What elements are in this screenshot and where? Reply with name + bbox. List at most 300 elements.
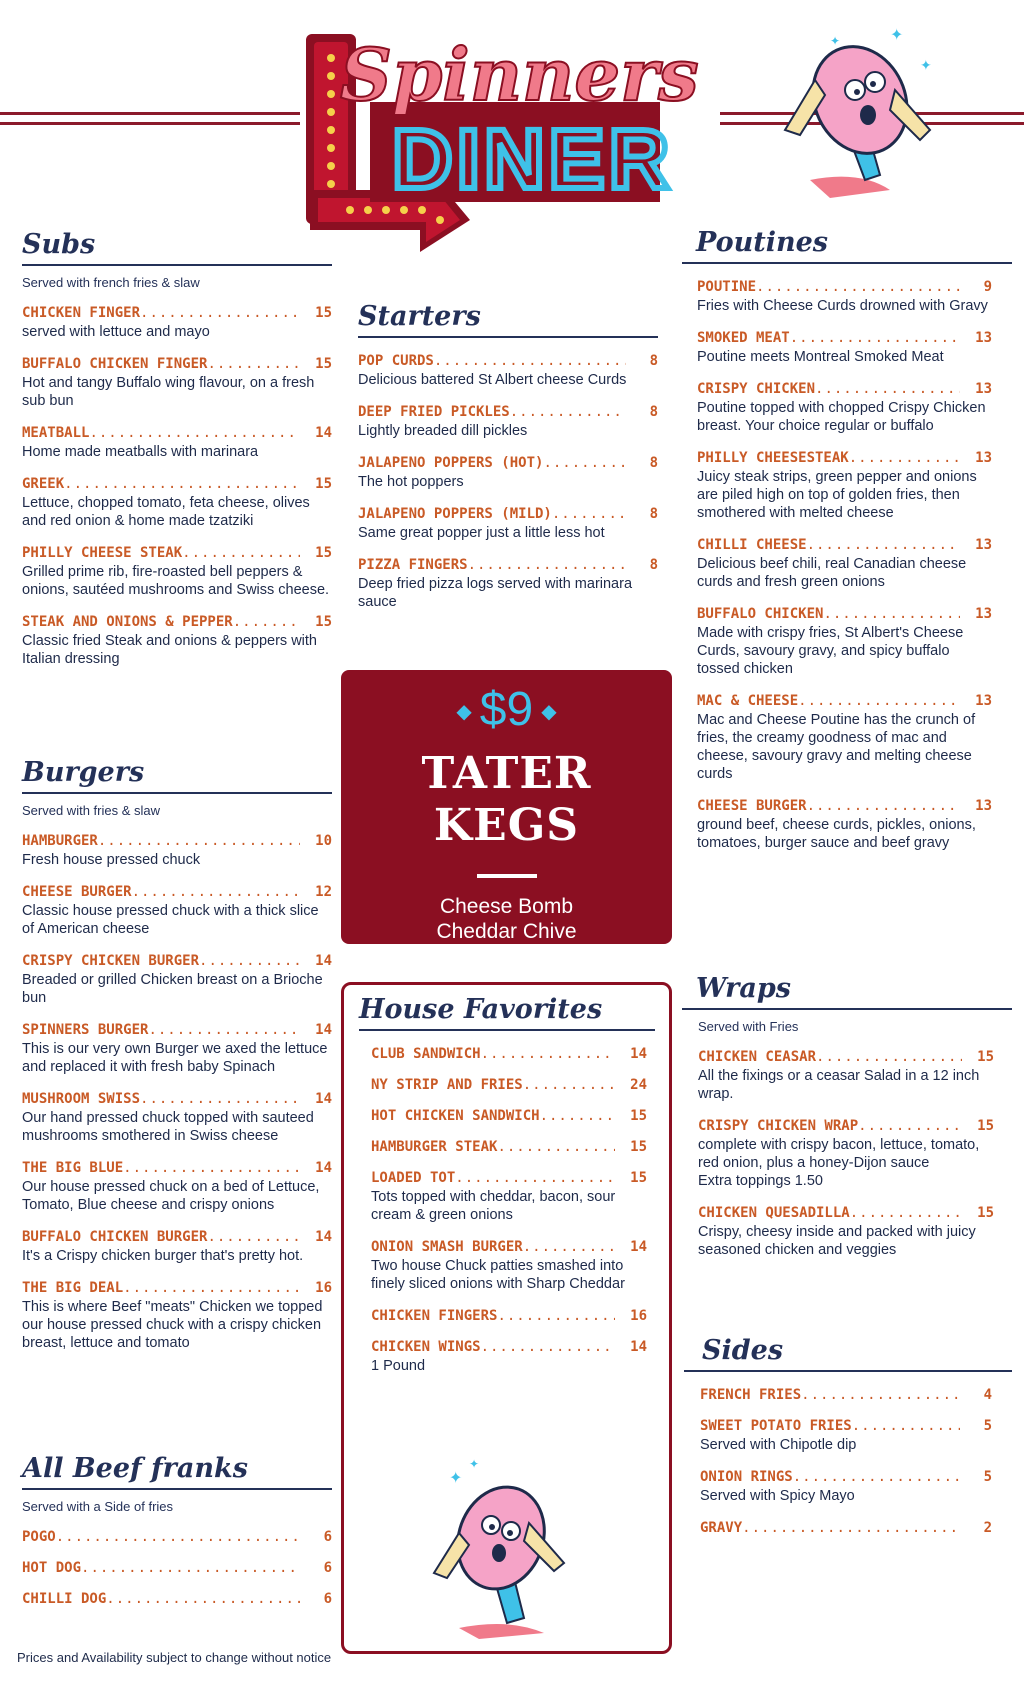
menu-item-price: 8 [649,557,658,573]
logo-line1: Spinners [340,32,699,117]
tater-kegs-box [341,670,672,994]
menu-item-header [697,537,992,553]
menu-item-description: This is our very own Burger we axed the lettuce and replaced it with fresh baby Spinach [22,1041,328,1075]
menu-item-price: 13 [975,798,992,814]
menu-item-header [697,330,992,346]
menu-item-description: Grilled prime rib, fire-roasted bell peppers & onions, sautéed mushrooms and Swiss cheese. [22,564,330,598]
menu-item-description: Lightly breaded dill pickles [358,423,528,439]
menu-item-name: LOADED TOT [371,1170,456,1186]
leader-dots [540,1108,615,1124]
menu-item [697,693,992,783]
menu-item [22,1229,332,1265]
menu-item [371,1139,647,1155]
menu-item-name: PHILLY CHEESESTEAK [697,450,849,466]
menu-item-description: Lettuce, chopped tomato, feta cheese, olives and red onion & home made tzatziki [22,495,310,529]
menu-item-name: CRISPY CHICKEN WRAP [698,1118,859,1134]
menu-item [358,557,658,611]
menu-item [22,305,332,341]
menu-item-description: Classic fried Steak and onions & peppers with Italian dressing [22,633,317,667]
menu-item-header [371,1077,647,1093]
menu-item-price: 14 [630,1046,647,1062]
section-note: Served with a Side of fries [22,1499,174,1514]
menu-item-header [697,279,992,295]
menu-item-description: Breaded or grilled Chicken breast on a Brioche bun [22,972,323,1006]
leader-dots [81,1560,300,1576]
menu-item-name: CRISPY CHICKEN BURGER [22,953,200,969]
menu-item-price: 14 [630,1339,647,1355]
menu-item-description: Made with crispy fries, St Albert's Cheese Curds, savoury gravy, and spicy buffalo tossed chicken [697,625,964,677]
menu-item-price: 15 [315,545,332,561]
menu-item-price: 15 [630,1139,647,1155]
menu-list [22,305,332,668]
menu-item-price: 10 [315,833,332,849]
menu-item-price: 15 [630,1108,647,1124]
menu-item-description: Delicious battered St Albert cheese Curds [358,372,627,388]
section-title: Sides [702,1335,784,1366]
menu-item-description: It's a Crispy chicken burger that's pretty hot. [22,1248,304,1264]
menu-item-price: 6 [323,1529,332,1545]
section-note: Served with Fries [698,1019,799,1034]
menu-item [698,1118,994,1190]
menu-item-price: 16 [315,1280,332,1296]
menu-item-description: Served with Chipotle dip [700,1437,857,1453]
menu-item [697,279,992,315]
menu-item-header [697,798,992,814]
leader-dots [523,1077,615,1093]
menu-item-header [700,1469,992,1485]
menu-item [698,1049,994,1103]
section-rule [682,262,1012,264]
menu-item-header [22,305,332,321]
menu-item [371,1046,647,1062]
menu-item-description: Hot and tangy Buffalo wing flavour, on a fresh sub bun [22,375,315,409]
tater-flavor: Cheese Bomb [439,895,574,919]
menu-item [700,1520,992,1536]
menu-item-price: 24 [630,1077,647,1093]
menu-item-description: Our hand pressed chuck topped with sauteed mushrooms smothered in Swiss cheese [22,1110,314,1144]
menu-item-name: MUSHROOM SWISS [22,1091,141,1107]
subs-section [22,228,332,668]
menu-item-header [371,1046,647,1062]
leader-dots [233,614,300,630]
menu-item [358,353,658,389]
menu-item-name: CHICKEN CEASAR [698,1049,817,1065]
menu-item-name: CHILLI DOG [22,1591,107,1607]
menu-item-name: ONION RINGS [700,1469,793,1485]
menu-item [371,1239,647,1293]
menu-item-description: Poutine meets Montreal Smoked Meat [697,349,944,365]
spinners-diner-logo [300,20,720,255]
menu-item [22,1160,332,1214]
menu-item-description: Poutine topped with chopped Crispy Chicken breast. Your choice regular or buffalo [697,400,986,434]
menu-item-header [371,1139,647,1155]
menu-item [371,1339,647,1375]
menu-item-price: 14 [315,953,332,969]
leader-dots [816,1049,962,1065]
menu-item-price: 4 [983,1387,992,1403]
section-rule [22,792,332,794]
menu-item-header [22,1529,332,1545]
leader-dots [148,1022,300,1038]
menu-item-header [358,353,658,369]
menu-item-header [22,1091,332,1107]
menu-item [22,833,332,869]
menu-item-header [22,953,332,969]
menu-item-header [22,1160,332,1176]
menu-item-description: Deep fried pizza logs served with marinara sauce [358,576,633,610]
tater-price: ◆ $9 ◆ [456,683,557,736]
menu-item-price: 15 [315,476,332,492]
leader-dots [455,1170,615,1186]
menu-list [697,279,992,852]
menu-item-name: CHICKEN FINGERS [371,1308,498,1324]
menu-item-price: 15 [315,305,332,321]
menu-item-name: BUFFALO CHICKEN [697,606,824,622]
leader-dots [481,1046,615,1062]
menu-item-header [22,833,332,849]
menu-item-name: HOT CHICKEN SANDWICH [371,1108,540,1124]
menu-item-description: The hot poppers [358,474,464,490]
menu-item-description: This is where Beef "meats" Chicken we topped our house pressed chuck with a crispy chicken breast, lettuce and tomato [22,1299,323,1351]
menu-item-description: 1 Pound [371,1358,426,1374]
menu-item-header [358,506,658,522]
menu-item-price: 15 [977,1205,994,1221]
menu-item-description: All the fixings or a ceasar Salad in a 12 inch wrap. [698,1068,980,1102]
menu-item-price: 15 [315,356,332,372]
menu-item-price: 13 [975,693,992,709]
section-rule [359,1029,655,1031]
menu-item-description: Fries with Cheese Curds drowned with Gravy [697,298,988,314]
wraps-section [682,972,1012,1259]
svg-text:✦: ✦ [920,57,932,73]
leader-dots [756,279,960,295]
menu-item-price: 13 [975,381,992,397]
menu-item [700,1469,992,1505]
menu-item [22,953,332,1007]
menu-item-name: CHEESE BURGER [22,884,132,900]
menu-item-name: HAMBURGER STEAK [371,1139,498,1155]
menu-item-header [22,614,332,630]
menu-item-name: MEATBALL [22,425,90,441]
leader-dots [798,693,960,709]
menu-item [22,1022,332,1076]
leader-dots [56,1529,300,1545]
menu-item-header [371,1339,647,1355]
leader-dots [815,381,960,397]
menu-item-description: Same great popper just a little less hot [358,525,605,541]
menu-item-price: 13 [975,606,992,622]
menu-item-price: 14 [315,425,332,441]
menu-item [697,330,992,366]
menu-item-name: SPINNERS BURGER [22,1022,149,1038]
menu-item-name: CHICKEN WINGS [371,1339,481,1355]
menu-item-price: 16 [630,1308,647,1324]
leader-dots [852,1418,960,1434]
section-title: Subs [22,229,96,260]
menu-item [371,1308,647,1324]
menu-list [358,353,658,611]
menu-item-header [697,606,992,622]
menu-item-header [371,1108,647,1124]
menu-list [22,1529,332,1607]
section-title: House Favorites [359,994,603,1025]
menu-item-header [697,450,992,466]
menu-item-description: complete with crispy bacon, lettuce, tomato, red onion, plus a honey-Dijon sauce Extra toppings 1.50 [698,1137,980,1189]
tater-divider [477,874,537,878]
menu-item-header [697,381,992,397]
menu-list [698,1049,994,1259]
menu-item-header [698,1205,994,1221]
leader-dots [793,1469,960,1485]
tater-title: TATER KEGS [421,748,592,852]
menu-item-description: Our house pressed chuck on a bed of Lettuce, Tomato, Blue cheese and crispy onions [22,1179,320,1213]
menu-item-name: GRAVY [700,1520,743,1536]
menu-item-price: 6 [323,1560,332,1576]
menu-list [700,1387,992,1536]
menu-item [697,798,992,852]
leader-dots [850,1205,962,1221]
menu-item-name: BUFFALO CHICKEN BURGER [22,1229,208,1245]
menu-item-price: 6 [323,1591,332,1607]
diner-mascot-illustration [429,1453,579,1643]
menu-item-description: Tots topped with cheddar, bacon, sour cream & green onions [371,1189,616,1223]
menu-item-name: HAMBURGER [22,833,98,849]
menu-item-header [700,1520,992,1536]
menu-item-description: Delicious beef chili, real Canadian cheese curds and fresh green onions [697,556,967,590]
menu-item-price: 5 [983,1469,992,1485]
menu-item-price: 14 [315,1229,332,1245]
menu-item-header [22,884,332,900]
leader-dots [801,1387,960,1403]
menu-item-header [697,693,992,709]
leader-dots [199,953,300,969]
menu-item [22,1560,332,1576]
menu-item [358,455,658,491]
menu-item-price: 5 [983,1418,992,1434]
menu-item-name: POUTINE [697,279,757,295]
menu-item-name: NY STRIP AND FRIES [371,1077,523,1093]
menu-item [22,425,332,461]
menu-item-header [698,1118,994,1134]
menu-item-header [22,1229,332,1245]
menu-item [358,404,658,440]
franks-section [22,1452,332,1607]
menu-item [22,545,332,599]
svg-text:✦: ✦ [449,1470,463,1487]
menu-item-header [22,1560,332,1576]
leader-dots [497,1308,615,1324]
menu-item-price: 14 [315,1160,332,1176]
logo-line2: DINER [392,112,674,206]
menu-item [22,1591,332,1607]
leader-dots [98,833,300,849]
menu-item-price: 14 [315,1022,332,1038]
menu-item [700,1418,992,1454]
menu-item-header [371,1239,647,1255]
menu-item-price: 8 [649,506,658,522]
leader-dots [123,1160,300,1176]
menu-item-name: PHILLY CHEESE STEAK [22,545,183,561]
menu-item-price: 13 [975,330,992,346]
menu-item-description: Two house Chuck patties smashed into finely sliced onions with Sharp Cheddar [371,1258,625,1292]
leader-dots [510,404,626,420]
menu-item-header [700,1387,992,1403]
menu-item [22,1091,332,1145]
menu-item [22,614,332,668]
leader-dots [807,798,960,814]
menu-item-description: Mac and Cheese Poutine has the crunch of fries, the creamy goodness of mac and cheese, savoury gravy and melting cheese curds [697,712,976,782]
section-title: Poutines [696,227,828,258]
menu-item-description: ground beef, cheese curds, pickles, onions, tomatoes, burger sauce and beef gravy [697,817,976,851]
menu-item-price: 15 [977,1049,994,1065]
leader-dots [858,1118,962,1134]
menu-item [697,381,992,435]
section-title: All Beef franks [22,1453,248,1484]
section-title: Starters [358,301,481,332]
tater-flavor: Bacon Cheddar + Chive [394,970,619,994]
menu-item-price: 13 [975,450,992,466]
menu-item [371,1108,647,1124]
leader-dots [807,537,960,553]
menu-list [371,1046,647,1375]
leader-dots [523,1239,615,1255]
menu-item [22,1529,332,1545]
footer-disclaimer: Prices and Availability subject to change without notice [17,1650,332,1665]
menu-item-description: served with lettuce and mayo [22,324,210,340]
menu-item-header [22,545,332,561]
svg-text:✦: ✦ [830,34,841,48]
menu-item-header [22,1591,332,1607]
leader-dots [140,1091,300,1107]
menu-item [22,476,332,530]
menu-item-name: SMOKED MEAT [697,330,790,346]
starters-section [358,300,658,611]
menu-item-header [22,1280,332,1296]
menu-item [22,1280,332,1352]
menu-item-name: CHILLI CHEESE [697,537,807,553]
menu-item-name: STEAK AND ONIONS & PEPPER [22,614,233,630]
menu-item-name: THE BIG BLUE [22,1160,124,1176]
menu-item [371,1170,647,1224]
leader-dots [207,356,300,372]
menu-item-name: CLUB SANDWICH [371,1046,481,1062]
menu-item-header [371,1170,647,1186]
menu-item-price: 8 [649,455,658,471]
menu-item-header [22,356,332,372]
sides-section [684,1334,1012,1536]
menu-item-name: MAC & CHEESE [697,693,799,709]
menu-item-price: 2 [983,1520,992,1536]
leader-dots [106,1591,300,1607]
tater-flavor: Cheddar Chive [436,920,577,944]
section-rule [358,336,658,338]
menu-item-name: GREEK [22,476,65,492]
menu-item-header [22,1022,332,1038]
menu-item [22,356,332,410]
leader-dots [123,1280,300,1296]
tater-flavor: Bacon Jalapeno [431,945,582,969]
menu-item-price: 15 [315,614,332,630]
menu-list [22,833,332,1352]
menu-item [697,606,992,678]
menu-item-price: 8 [649,353,658,369]
menu-item [22,884,332,938]
menu-item-name: CHEESE BURGER [697,798,807,814]
section-note: Served with fries & slaw [22,803,160,818]
menu-item-description: Home made meatballs with marinara [22,444,259,460]
leader-dots [140,305,300,321]
section-title: Burgers [22,757,145,788]
menu-item [697,537,992,591]
menu-item-header [358,404,658,420]
menu-item-name: POP CURDS [358,353,434,369]
leader-dots [64,476,300,492]
menu-item-name: HOT DOG [22,1560,82,1576]
section-rule [22,1488,332,1490]
leader-dots [434,353,626,369]
menu-item-name: POGO [22,1529,56,1545]
leader-dots [742,1520,960,1536]
svg-text:✦: ✦ [469,1457,480,1471]
menu-item-price: 9 [983,279,992,295]
menu-item-name: CHICKEN FINGER [22,305,141,321]
leader-dots [481,1339,615,1355]
menu-item-name: THE BIG DEAL [22,1280,124,1296]
menu-item-name: PIZZA FINGERS [358,557,468,573]
menu-item-name: CHICKEN QUESADILLA [698,1205,850,1221]
menu-item-header [358,557,658,573]
menu-item-name: ONION SMASH BURGER [371,1239,523,1255]
leader-dots [790,330,960,346]
menu-item-name: FRENCH FRIES [700,1387,802,1403]
menu-item-name: BUFFALO CHICKEN FINGER [22,356,208,372]
section-rule [684,1370,1012,1372]
section-note: Served with french fries & slaw [22,275,200,290]
menu-item-name: JALAPENO POPPERS (MILD) [358,506,552,522]
menu-item [371,1077,647,1093]
menu-item-header [22,425,332,441]
menu-item-header [700,1418,992,1434]
menu-item [697,450,992,522]
menu-item-description: Classic house pressed chuck with a thick slice of American cheese [22,903,319,937]
leader-dots [823,606,960,622]
menu-item [698,1205,994,1259]
menu-item-name: CRISPY CHICKEN [697,381,816,397]
leader-dots [497,1139,615,1155]
leader-dots [182,545,300,561]
menu-item-header [358,455,658,471]
section-title: Wraps [696,973,791,1004]
menu-item-header [371,1308,647,1324]
menu-item-description: Juicy steak strips, green pepper and onions are piled high on top of golden fries, then smothered with melted cheese [697,469,977,521]
menu-item-price: 14 [630,1239,647,1255]
menu-item [700,1387,992,1403]
leader-dots [207,1229,300,1245]
menu-item-name: SWEET POTATO FRIES [700,1418,852,1434]
leader-dots [132,884,300,900]
menu-item [358,506,658,542]
menu-item-price: 8 [649,404,658,420]
menu-item-name: JALAPENO POPPERS (HOT) [358,455,544,471]
house-favorites-box [341,982,672,1654]
menu-item-price: 14 [315,1091,332,1107]
burgers-section [22,756,332,1352]
leader-dots [552,506,626,522]
leader-dots [543,455,626,471]
menu-item-description: Crispy, cheesy inside and packed with juicy seasoned chicken and veggies [698,1224,976,1258]
menu-item-price: 15 [630,1170,647,1186]
menu-item-header [698,1049,994,1065]
